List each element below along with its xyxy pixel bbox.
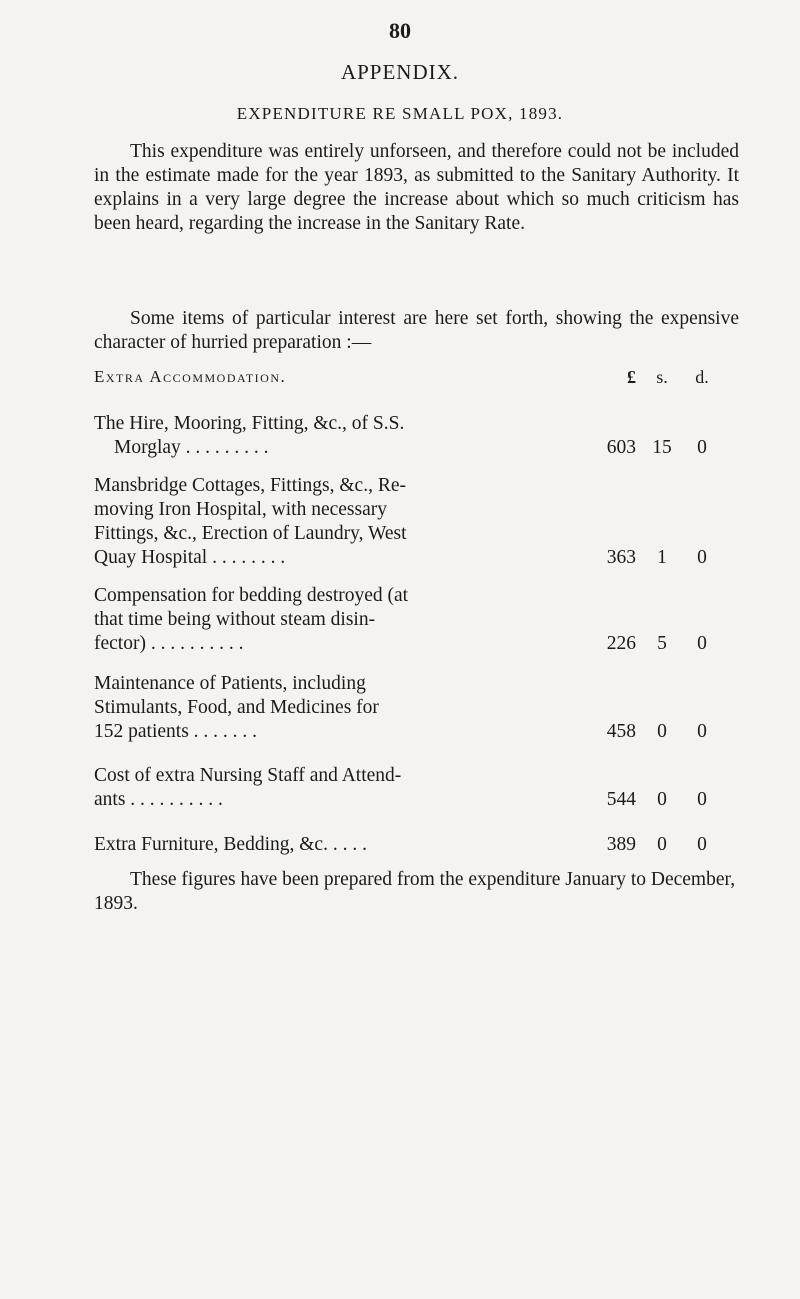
column-shillings: s. [656, 367, 668, 387]
item-line: ants . . . . . . . . . . [94, 789, 223, 810]
item-line: Stimulants, Food, and Medicines for [94, 697, 379, 718]
item-line: Extra Furniture, Bedding, &c. . . . . [94, 834, 367, 855]
expense-item [94, 474, 744, 570]
expense-item [94, 833, 744, 857]
item-shillings: 0 [657, 721, 667, 742]
column-pounds: £ [627, 367, 636, 387]
page-number: 80 [389, 18, 411, 43]
column-pence: d. [695, 367, 709, 387]
item-pounds: 544 [606, 789, 636, 810]
item-shillings: 1 [657, 547, 667, 568]
subtitle: EXPENDITURE RE SMALL POX, 1893. [236, 104, 564, 123]
item-line: Compensation for bedding destroyed (at [94, 585, 409, 606]
item-line: fector) . . . . . . . . . . [94, 633, 244, 654]
item-shillings: 15 [652, 437, 672, 458]
item-pounds: 226 [606, 633, 636, 654]
item-pence: 0 [697, 437, 707, 458]
item-shillings: 5 [657, 633, 667, 654]
item-pounds: 389 [606, 834, 636, 855]
section-heading: Extra Accommodation. [94, 367, 287, 386]
item-line: moving Iron Hospital, with necessary [94, 499, 387, 520]
appendix-title: APPENDIX. [340, 60, 460, 84]
item-line: Quay Hospital . . . . . . . . [94, 547, 286, 568]
intro-paragraph: This expenditure was entirely unforseen, and therefore could not be included in the estimate made for the year 1893, as submitted to the Sanitary Authority. It explains in a very large degree the increase about which so much criticism has been heard, regarding the increase in the Sanitary Rate. [94, 141, 739, 234]
item-pence: 0 [697, 721, 707, 742]
item-pounds: 363 [606, 547, 636, 568]
item-pence: 0 [697, 547, 707, 568]
item-pence: 0 [697, 789, 707, 810]
item-line: that time being without steam disin- [94, 609, 376, 630]
expense-item [94, 764, 744, 812]
item-shillings: 0 [657, 834, 667, 855]
item-line: Maintenance of Patients, including [94, 673, 366, 694]
item-shillings: 0 [657, 789, 667, 810]
item-line: The Hire, Mooring, Fitting, &c., of S.S. [94, 413, 405, 434]
item-line: Cost of extra Nursing Staff and Attend- [94, 765, 402, 786]
expense-item [94, 412, 744, 460]
expense-item [94, 584, 744, 656]
item-line: Morglay . . . . . . . . . [114, 437, 269, 458]
item-line: 152 patients . . . . . . . [94, 721, 258, 742]
item-pounds: 603 [606, 437, 636, 458]
item-pence: 0 [697, 834, 707, 855]
expense-item [94, 672, 744, 744]
closing-paragraph: These figures have been prepared from the expenditure January to December, 1893. [94, 869, 736, 914]
item-line: Fittings, &c., Erection of Laundry, West [94, 523, 407, 544]
item-pence: 0 [697, 633, 707, 654]
item-pounds: 458 [606, 721, 636, 742]
item-line: Mansbridge Cottages, Fittings, &c., Re- [94, 475, 406, 496]
items-paragraph: Some items of particular interest are here set forth, showing the expensive character of hurried preparation :— [94, 308, 739, 353]
